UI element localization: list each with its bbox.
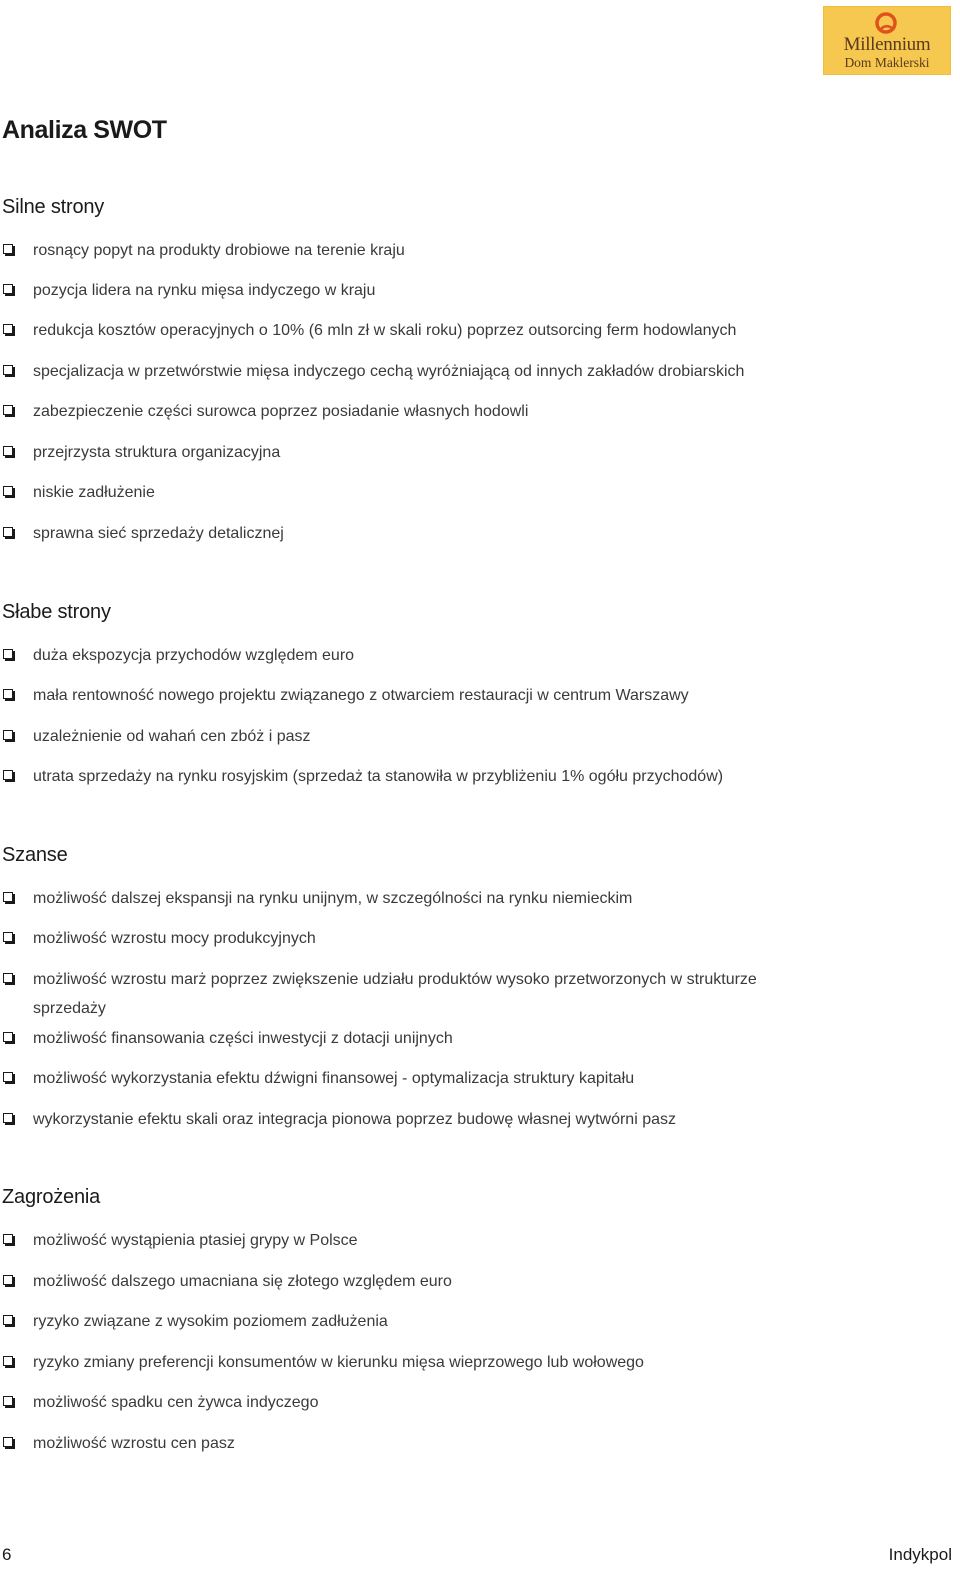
checkbox-bullet-icon [3,284,13,294]
checkbox-bullet-icon [3,1032,13,1042]
checkbox-bullet-icon [3,649,13,659]
page-title: Analiza SWOT [2,116,167,144]
list-item [0,762,800,791]
list-item [0,397,800,426]
list-item-text: możliwość dalszego umacniana się złotego względem euro [33,1273,452,1290]
list-item [0,1064,800,1093]
page-number: 6 [2,1545,12,1564]
list-item-text: przejrzysta struktura organizacyjna [33,444,281,461]
list-item-text: możliwość wykorzystania efektu dźwigni finansowej - optymalizacja struktury kapitału [33,1070,635,1087]
section-heading-opportunities: Szanse [2,844,68,866]
list-item [0,965,790,1023]
list-item [0,1429,800,1458]
checkbox-bullet-icon [3,770,13,780]
checkbox-bullet-icon [3,405,13,415]
section-heading-threats: Zagrożenia [2,1186,101,1208]
checkbox-bullet-icon [3,1234,13,1244]
list-item [0,357,800,386]
list-item-text: duża ekspozycja przychodów względem euro [33,647,355,664]
list-item-text: możliwość finansowania części inwestycji z dotacji unijnych [33,1030,453,1047]
list-item-text: możliwość wzrostu cen pasz [33,1435,235,1452]
checkbox-bullet-icon [3,689,13,699]
list-item-text: możliwość wzrostu marż poprzez zwiększenie udziału produktów wysoko przetworzonych w strukturze sprzedaży [33,971,757,1017]
list-item-text: pozycja lidera na rynku mięsa indyczego w kraju [33,282,376,299]
list-item [0,924,800,953]
list-item [0,316,800,345]
checkbox-bullet-icon [3,1396,13,1406]
checkbox-bullet-icon [3,1437,13,1447]
checkbox-bullet-icon [3,973,13,983]
list-item-text: możliwość wzrostu mocy produkcyjnych [33,930,316,947]
list-item-text: redukcja kosztów operacyjnych o 10% (6 mln zł w skali roku) poprzez outsorcing ferm hodowlanych [33,322,737,339]
list-item [0,1307,800,1336]
checkbox-bullet-icon [3,446,13,456]
list-item [0,641,800,670]
list-item-text: specjalizacja w przetwórstwie mięsa indyczego cechą wyróżniającą od innych zakładów drobiarskich [33,363,745,380]
list-item [0,1024,800,1053]
checkbox-bullet-icon [3,527,13,537]
checkbox-bullet-icon [3,244,13,254]
list-item [0,478,800,507]
list-item [0,1267,800,1296]
checkbox-bullet-icon [3,1315,13,1325]
list-item-text: możliwość dalszej ekspansji na rynku unijnym, w szczególności na rynku niemieckim [33,890,633,907]
millennium-logo-icon [875,12,897,34]
checkbox-bullet-icon [3,1113,13,1123]
list-item-text: utrata sprzedaży na rynku rosyjskim (sprzedaż ta stanowiła w przybliżeniu 1% ogółu przychodów) [33,768,724,785]
list-item [0,1388,800,1417]
checkbox-bullet-icon [3,1072,13,1082]
list-item-text: ryzyko zmiany preferencji konsumentów w kierunku mięsa wieprzowego lub wołowego [33,1354,644,1371]
checkbox-bullet-icon [3,730,13,740]
list-item [0,236,800,265]
checkbox-bullet-icon [3,1356,13,1366]
list-item-text: możliwość wystąpienia ptasiej grypy w Polsce [33,1232,358,1249]
millennium-logo [823,6,951,75]
section-heading-weaknesses: Słabe strony [2,601,111,623]
logo-subtitle: Dom Maklerski [844,55,930,70]
list-item [0,722,800,751]
list-item-text: zabezpieczenie części surowca poprzez posiadanie własnych hodowli [33,403,529,420]
list-item-text: uzależnienie od wahań cen zbóż i pasz [33,728,311,745]
list-item-text: rosnący popyt na produkty drobiowe na terenie kraju [33,242,405,259]
section-heading-strengths: Silne strony [2,196,105,218]
list-item [0,1105,800,1134]
footer-company-name: Indykpol [888,1545,952,1564]
list-item [0,276,800,305]
list-item [0,884,800,913]
list-item [0,1226,800,1255]
list-item [0,1348,800,1377]
checkbox-bullet-icon [3,486,13,496]
list-item-text: mała rentowność nowego projektu związanego z otwarciem restauracji w centrum Warszawy [33,687,689,704]
list-item-text: sprawna sieć sprzedaży detalicznej [33,525,284,542]
list-item-text: wykorzystanie efektu skali oraz integracja pionowa poprzez budowę własnej wytwórni pasz [33,1111,676,1128]
list-item-text: możliwość spadku cen żywca indyczego [33,1394,319,1411]
checkbox-bullet-icon [3,892,13,902]
list-item [0,519,800,548]
checkbox-bullet-icon [3,324,13,334]
list-item [0,681,800,710]
checkbox-bullet-icon [3,365,13,375]
list-item-text: niskie zadłużenie [33,484,155,501]
checkbox-bullet-icon [3,932,13,942]
list-item-text: ryzyko związane z wysokim poziomem zadłużenia [33,1313,388,1330]
checkbox-bullet-icon [3,1275,13,1285]
list-item [0,438,800,467]
logo-name: Millennium [843,34,931,55]
